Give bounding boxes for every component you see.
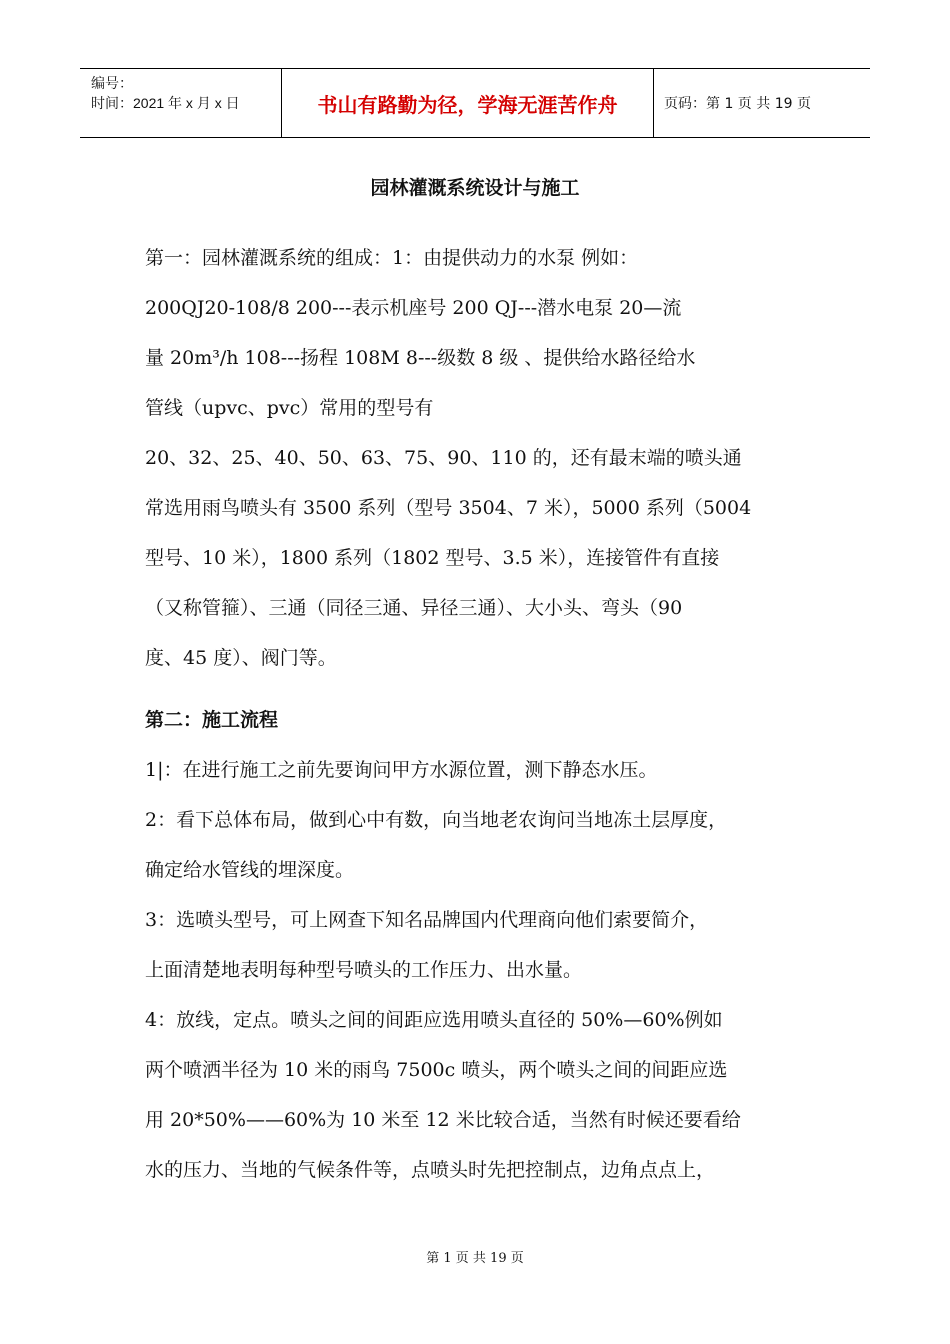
step-line: 3：选喷头型号，可上网查下知名品牌国内代理商向他们索要简介， [145, 909, 709, 931]
page-footer: 第 1 页 共 19 页 [426, 1251, 524, 1266]
document-title: 园林灌溉系统设计与施工 [370, 177, 580, 199]
header-page-info: 页码：第 1 页 共 19 页 [664, 96, 811, 112]
step-line: 1|：在进行施工之前先要询问甲方水源位置，测下静态水压。 [145, 759, 658, 781]
body-line: 常选用雨鸟喷头有 3500 系列（型号 3504、7 米），5000 系列（5004 [145, 497, 752, 519]
body-line: （又称管箍）、三通（同径三通、异径三通）、大小头、弯头（90 [145, 597, 683, 619]
header-table [80, 68, 870, 138]
step-line: 确定给水管线的埋深度。 [145, 859, 355, 881]
body-line: 管线（upvc、pvc）常用的型号有 [145, 397, 434, 419]
body-line: 200QJ20-108/8 200---表示机座号 200 QJ---潜水电泵 20—流 [145, 297, 682, 319]
section-heading: 第二：施工流程 [145, 709, 279, 731]
document-date: 时间：2021 年 x 月 x 日 [91, 95, 240, 111]
document-body [145, 233, 825, 1195]
body-line: 型号、10 米），1800 系列（1802 型号、3.5 米），连接管件有直接 [145, 547, 720, 569]
header-meta [80, 69, 282, 137]
body-line: 量 20m³/h 108---扬程 108M 8---级数 8 级 、提供给水路径给水 [145, 347, 696, 369]
body-line: 度、45 度）、阀门等。 [145, 647, 337, 669]
header-motto: 书山有路勤为径，学海无涯苦作舟 [282, 69, 654, 137]
step-line: 用 20*50%——60%为 10 米至 12 米比较合适，当然有时候还要看给 [145, 1109, 741, 1131]
step-line: 4：放线，定点。喷头之间的间距应选用喷头直径的 50%—60%例如 [145, 1009, 723, 1031]
step-line: 上面清楚地表明每种型号喷头的工作压力、出水量。 [145, 959, 583, 981]
step-line: 水的压力、当地的气候条件等，点喷头时先把控制点，边角点点上， [145, 1159, 716, 1181]
step-line: 两个喷洒半径为 10 米的雨鸟 7500c 喷头，两个喷头之间的间距应选 [145, 1059, 728, 1081]
body-line: 第一：园林灌溉系统的组成：1：由提供动力的水泵 例如： [145, 247, 639, 269]
document-number: 编号： [91, 75, 133, 91]
step-line: 2：看下总体布局，做到心中有数，向当地老农询问当地冻土层厚度， [145, 809, 728, 831]
body-line: 20、32、25、40、50、63、75、90、110 的，还有最末端的喷头通 [145, 447, 742, 469]
